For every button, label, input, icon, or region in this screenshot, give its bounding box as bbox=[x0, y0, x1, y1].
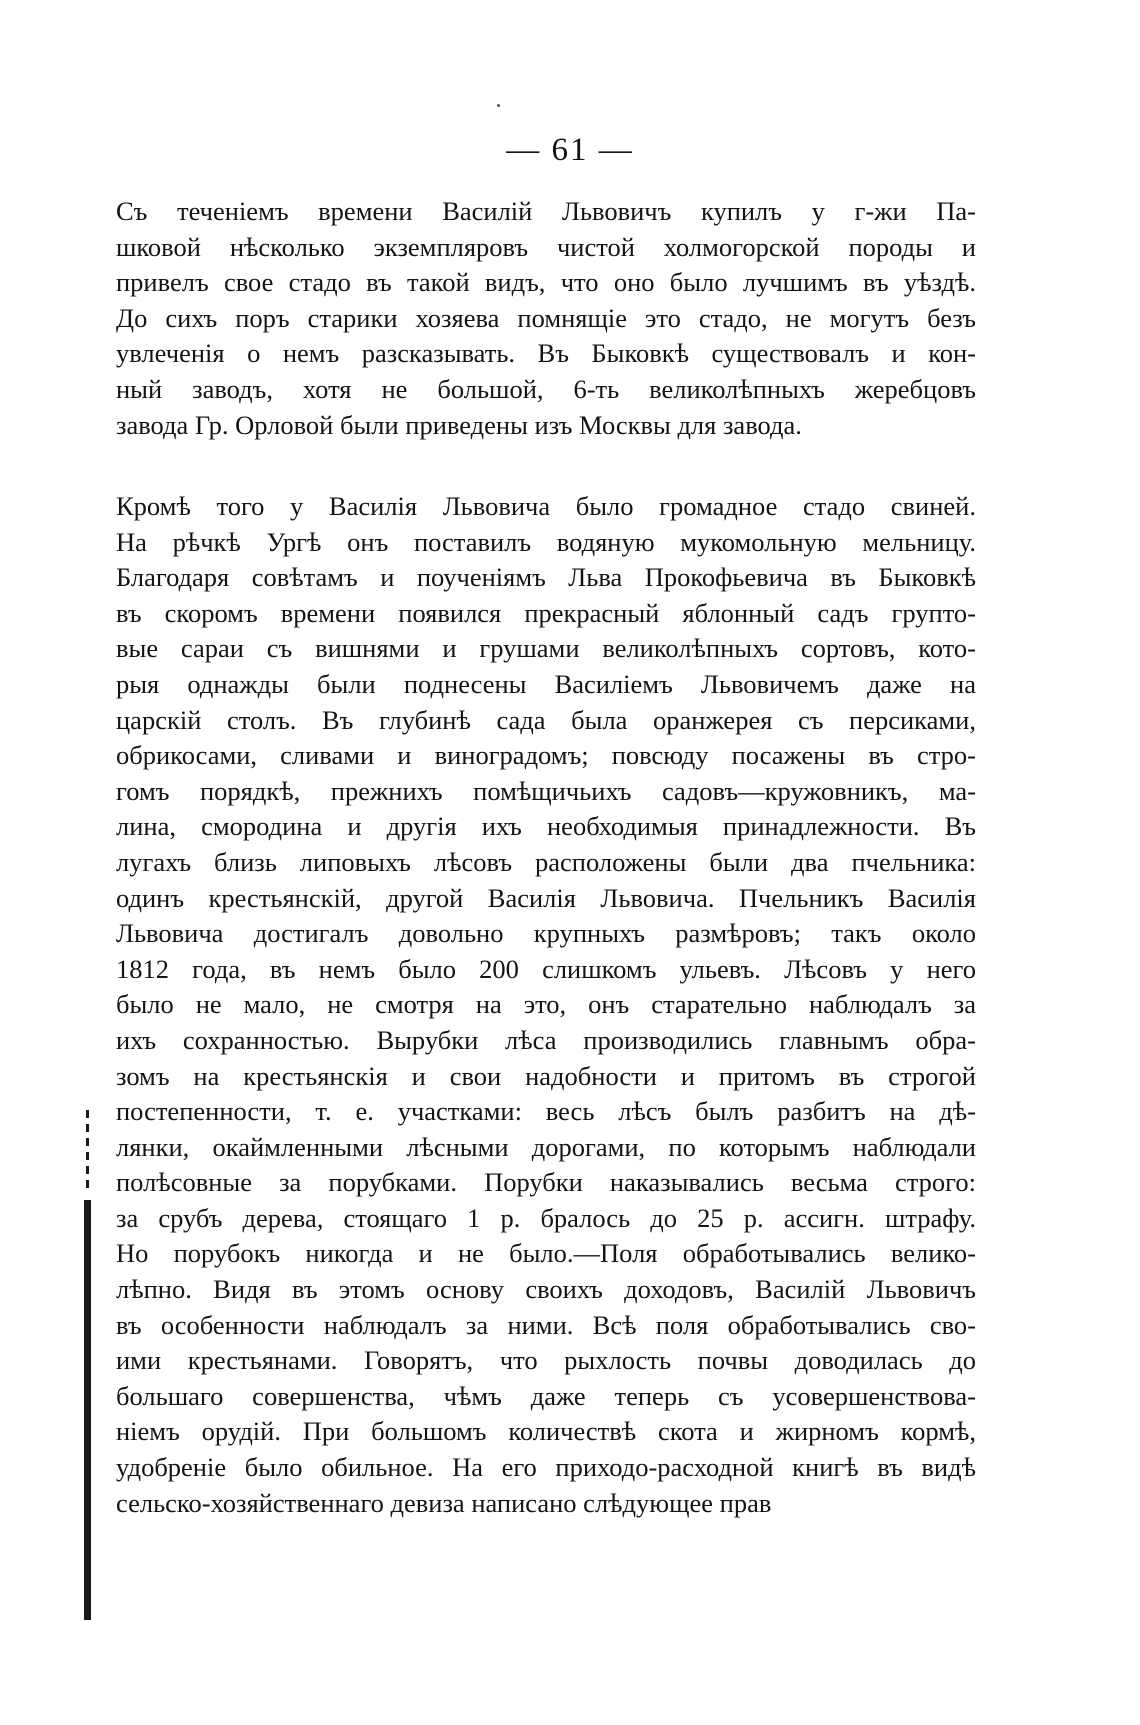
text-line: рыя однажды были поднесены Василіемъ Львовичемъ даже на bbox=[116, 668, 976, 699]
paragraph-2 bbox=[116, 489, 976, 1521]
text-line: лугахъ близь липовыхъ лѣсовъ расположены были два пчельника: bbox=[116, 846, 976, 877]
text-line: Съ теченіемъ времени Василій Львовичъ купилъ у г-жи Па- bbox=[116, 196, 976, 226]
text-line: Кромѣ того у Василія Львовича было громадное стадо свиней. bbox=[116, 491, 976, 521]
text-line: До сихъ поръ старики хозяева помнящіе это стадо, не могутъ безъ bbox=[116, 302, 976, 333]
text-line: привелъ свое стадо въ такой видъ, что оно было лучшимъ въ уѣздѣ. bbox=[116, 267, 976, 298]
text-line: шковой нѣсколько экземпляровъ чистой холмогорской породы и bbox=[116, 231, 976, 262]
text-line: ный заводъ, хотя не большой, 6-ть великолѣпныхъ жеребцовъ bbox=[116, 373, 976, 404]
text-line: удобреніе было обильное. На его приходо-расходной книгѣ въ видѣ bbox=[116, 1452, 976, 1483]
text-line: лина, смородина и другія ихъ необходимыя принадлежности. Въ bbox=[116, 811, 976, 842]
print-speck bbox=[497, 104, 500, 107]
text-line: Но порубокъ никогда и не было.—Поля обработывались велико- bbox=[116, 1238, 976, 1269]
page-number: — 61 — bbox=[506, 132, 634, 168]
text-line: ихъ сохранностью. Вырубки лѣса производились главнымъ обра- bbox=[116, 1024, 976, 1055]
paragraph-1 bbox=[116, 194, 976, 443]
text-line: лѣпно. Видя въ этомъ основу своихъ доходовъ, Василій Львовичъ bbox=[116, 1274, 976, 1305]
text-line: Львовича достигалъ довольно крупныхъ размѣровъ; такъ около bbox=[116, 918, 976, 949]
text-line: На рѣчкѣ Ургѣ онъ поставилъ водяную мукомольную мельницу. bbox=[116, 526, 976, 557]
text-line: большаго совершенства, чѣмъ даже теперь съ усовершенствова- bbox=[116, 1380, 976, 1411]
text-line: завода Гр. Орловой были приведены изъ Москвы для завода. bbox=[116, 409, 802, 440]
text-line: было не мало, не смотря на это, онъ старательно наблюдалъ за bbox=[116, 989, 976, 1020]
text-line: обрикосами, сливами и виноградомъ; повсюду посажены въ стро- bbox=[116, 740, 976, 771]
text-line: одинъ крестьянскій, другой Василія Львовича. Пчельникъ Василія bbox=[116, 882, 976, 913]
text-line: за срубъ дерева, стоящаго 1 р. бралось до 25 р. ассигн. штрафу. bbox=[116, 1202, 976, 1233]
margin-mark bbox=[86, 1110, 89, 1190]
text-line: гомъ порядкѣ, прежнихъ помѣщичьихъ садовъ—кружовникъ, ма- bbox=[116, 775, 976, 806]
text-line: въ скоромъ времени появился прекрасный яблонный садъ групто- bbox=[116, 597, 976, 628]
text-line: 1812 года, въ немъ было 200 слишкомъ ульевъ. Лѣсовъ у него bbox=[116, 953, 976, 984]
text-line: зомъ на крестьянскія и свои надобности и притомъ въ строгой bbox=[116, 1060, 976, 1091]
text-line: царскій столъ. Въ глубинѣ сада была оранжерея съ персиками, bbox=[116, 704, 976, 735]
text-line: вые сараи съ вишнями и грушами великолѣпныхъ сортовъ, кото- bbox=[116, 633, 976, 664]
text-line: лянки, окаймленными лѣсными дорогами, по которымъ наблюдали bbox=[116, 1131, 976, 1162]
margin-bar bbox=[84, 1200, 91, 1620]
text-line: увлеченія о немъ разсказывать. Въ Быковкѣ существовалъ и кон- bbox=[116, 338, 976, 369]
text-line: ніемъ орудій. При большомъ количествѣ скота и жирномъ кормѣ, bbox=[116, 1416, 976, 1447]
text-line: постепенности, т. е. участками: весь лѣсъ былъ разбитъ на дѣ- bbox=[116, 1096, 976, 1127]
text-line: Благодаря совѣтамъ и поученіямъ Льва Прокофьевича въ Быковкѣ bbox=[116, 562, 976, 593]
text-line: сельско-хозяйственнаго девиза написано слѣдующее прав bbox=[116, 1487, 772, 1518]
text-line: ими крестьянами. Говорятъ, что рыхлость почвы доводилась до bbox=[116, 1345, 976, 1376]
text-line: полѣсовные за порубками. Порубки наказывались весьма строго: bbox=[116, 1167, 976, 1198]
text-line: въ особенности наблюдалъ за ними. Всѣ поля обработывались сво- bbox=[116, 1309, 976, 1340]
